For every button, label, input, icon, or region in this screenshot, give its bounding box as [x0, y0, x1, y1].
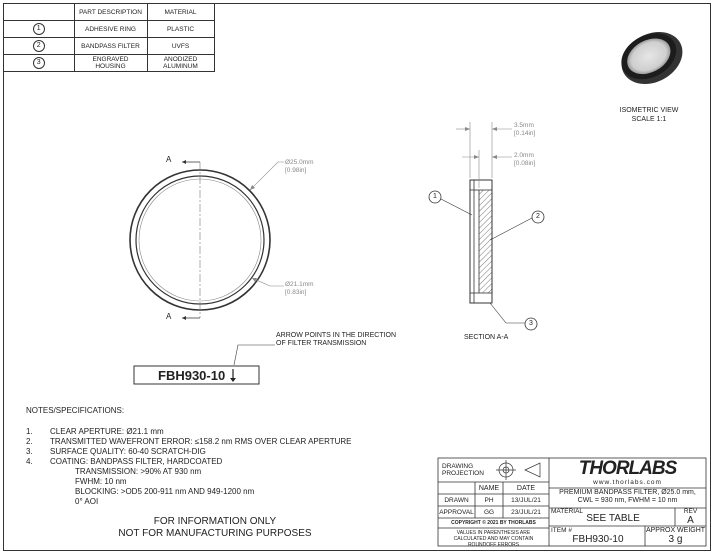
approval-date: 23/JUL/21	[511, 509, 541, 516]
drawn-name: PH	[484, 497, 494, 504]
callout-3: 3	[529, 320, 533, 327]
website: www.thorlabs.com	[593, 479, 662, 486]
part-number: 2	[33, 40, 45, 52]
approval-label: APPROVAL	[439, 509, 474, 516]
item-value: FBH930-10	[572, 534, 624, 545]
header-material: MATERIAL	[147, 4, 214, 21]
notes-title: NOTES/SPECIFICATIONS:	[26, 406, 125, 415]
callout-1: 1	[433, 193, 437, 200]
isometric-image	[612, 22, 691, 94]
transmission-arrow-note: ARROW POINTS IN THE DIRECTION OF FILTER TRANSMISSION	[276, 332, 397, 347]
thorlabs-logo: THORLABS	[578, 458, 677, 479]
section-marker-bottom: A	[166, 312, 172, 321]
section-label: SECTION A-A	[464, 334, 509, 341]
part-description: ENGRAVED HOUSING	[74, 55, 147, 72]
part-material: UVFS	[147, 38, 214, 55]
drawn-label: DRAWN	[444, 497, 469, 504]
rev-value: A	[687, 515, 694, 526]
part-number: 3	[33, 57, 45, 69]
list-item: 4. COATING: BANDPASS FILTER, HARDCOATED	[26, 457, 223, 466]
housing-thickness-dim: 3.5mm [0.14in]	[514, 122, 536, 137]
filter-section	[479, 190, 492, 293]
inner-diameter-dim: Ø21.1mm [0.83in]	[285, 281, 314, 296]
material-value: SEE TABLE	[586, 513, 640, 524]
filter-thickness-dim: 2.0mm [0.08in]	[514, 152, 536, 167]
drawn-date: 13/JUL/21	[511, 497, 541, 504]
part-number: 1	[33, 23, 45, 35]
material-label: MATERIAL	[551, 508, 584, 515]
isometric-caption: ISOMETRIC VIEW SCALE 1:1	[619, 107, 679, 123]
part-description: BANDPASS FILTER	[74, 38, 147, 55]
drawing-projection-label: DRAWING PROJECTION	[442, 463, 484, 477]
section-marker-top: A	[166, 155, 172, 164]
part-material: ANODIZED ALUMINUM	[147, 55, 214, 72]
engraving-text: FBH930-10	[158, 368, 226, 383]
disclaimer: FOR INFORMATION ONLY NOT FOR MANUFACTURING PURPOSES	[118, 516, 312, 539]
weight-value: 3 g	[668, 534, 683, 545]
name-header: NAME	[478, 485, 500, 492]
date-header: DATE	[516, 485, 536, 492]
list-item: 1. CLEAR APERTURE: Ø21.1 mm	[26, 427, 164, 436]
approval-name: GG	[483, 509, 495, 516]
front-view	[130, 160, 284, 320]
item-label: ITEM #	[551, 527, 572, 534]
tolerance-note: VALUES IN PARENTHESIS ARE CALCULATED AND MAY CONTAIN ROUNDOFF ERRORS	[453, 530, 534, 548]
header-description: PART DESCRIPTION	[74, 4, 147, 21]
projection-symbol	[496, 460, 540, 480]
copyright: COPYRIGHT © 2021 BY THORLABS	[451, 520, 536, 526]
weight-label: APPROX WEIGHT	[645, 527, 706, 534]
notes-list	[26, 427, 351, 507]
callout-2: 2	[536, 213, 540, 220]
list-item: 2. TRANSMITTED WAVEFRONT ERROR: ≤158.2 nm RMS OVER CLEAR APERTURE	[26, 437, 352, 446]
list-item: 3. SURFACE QUALITY: 60-40 SCRATCH-DIG	[26, 447, 206, 456]
coating-specs: TRANSMISSION: >90% AT 930 nm FWHM: 10 nm BLOCKING: >OD5 200-911 nm AND 949-1200 nm 0° AOI	[75, 467, 255, 506]
part-material: PLASTIC	[147, 21, 214, 38]
part-description: ADHESIVE RING	[74, 21, 147, 38]
part-title: PREMIUM BANDPASS FILTER, Ø25.0 mm, CWL = 930 nm, FWHM = 10 nm	[559, 489, 696, 504]
rev-label: REV	[683, 508, 698, 515]
outer-diameter-dim: Ø25.0mm [0.98in]	[285, 159, 314, 174]
